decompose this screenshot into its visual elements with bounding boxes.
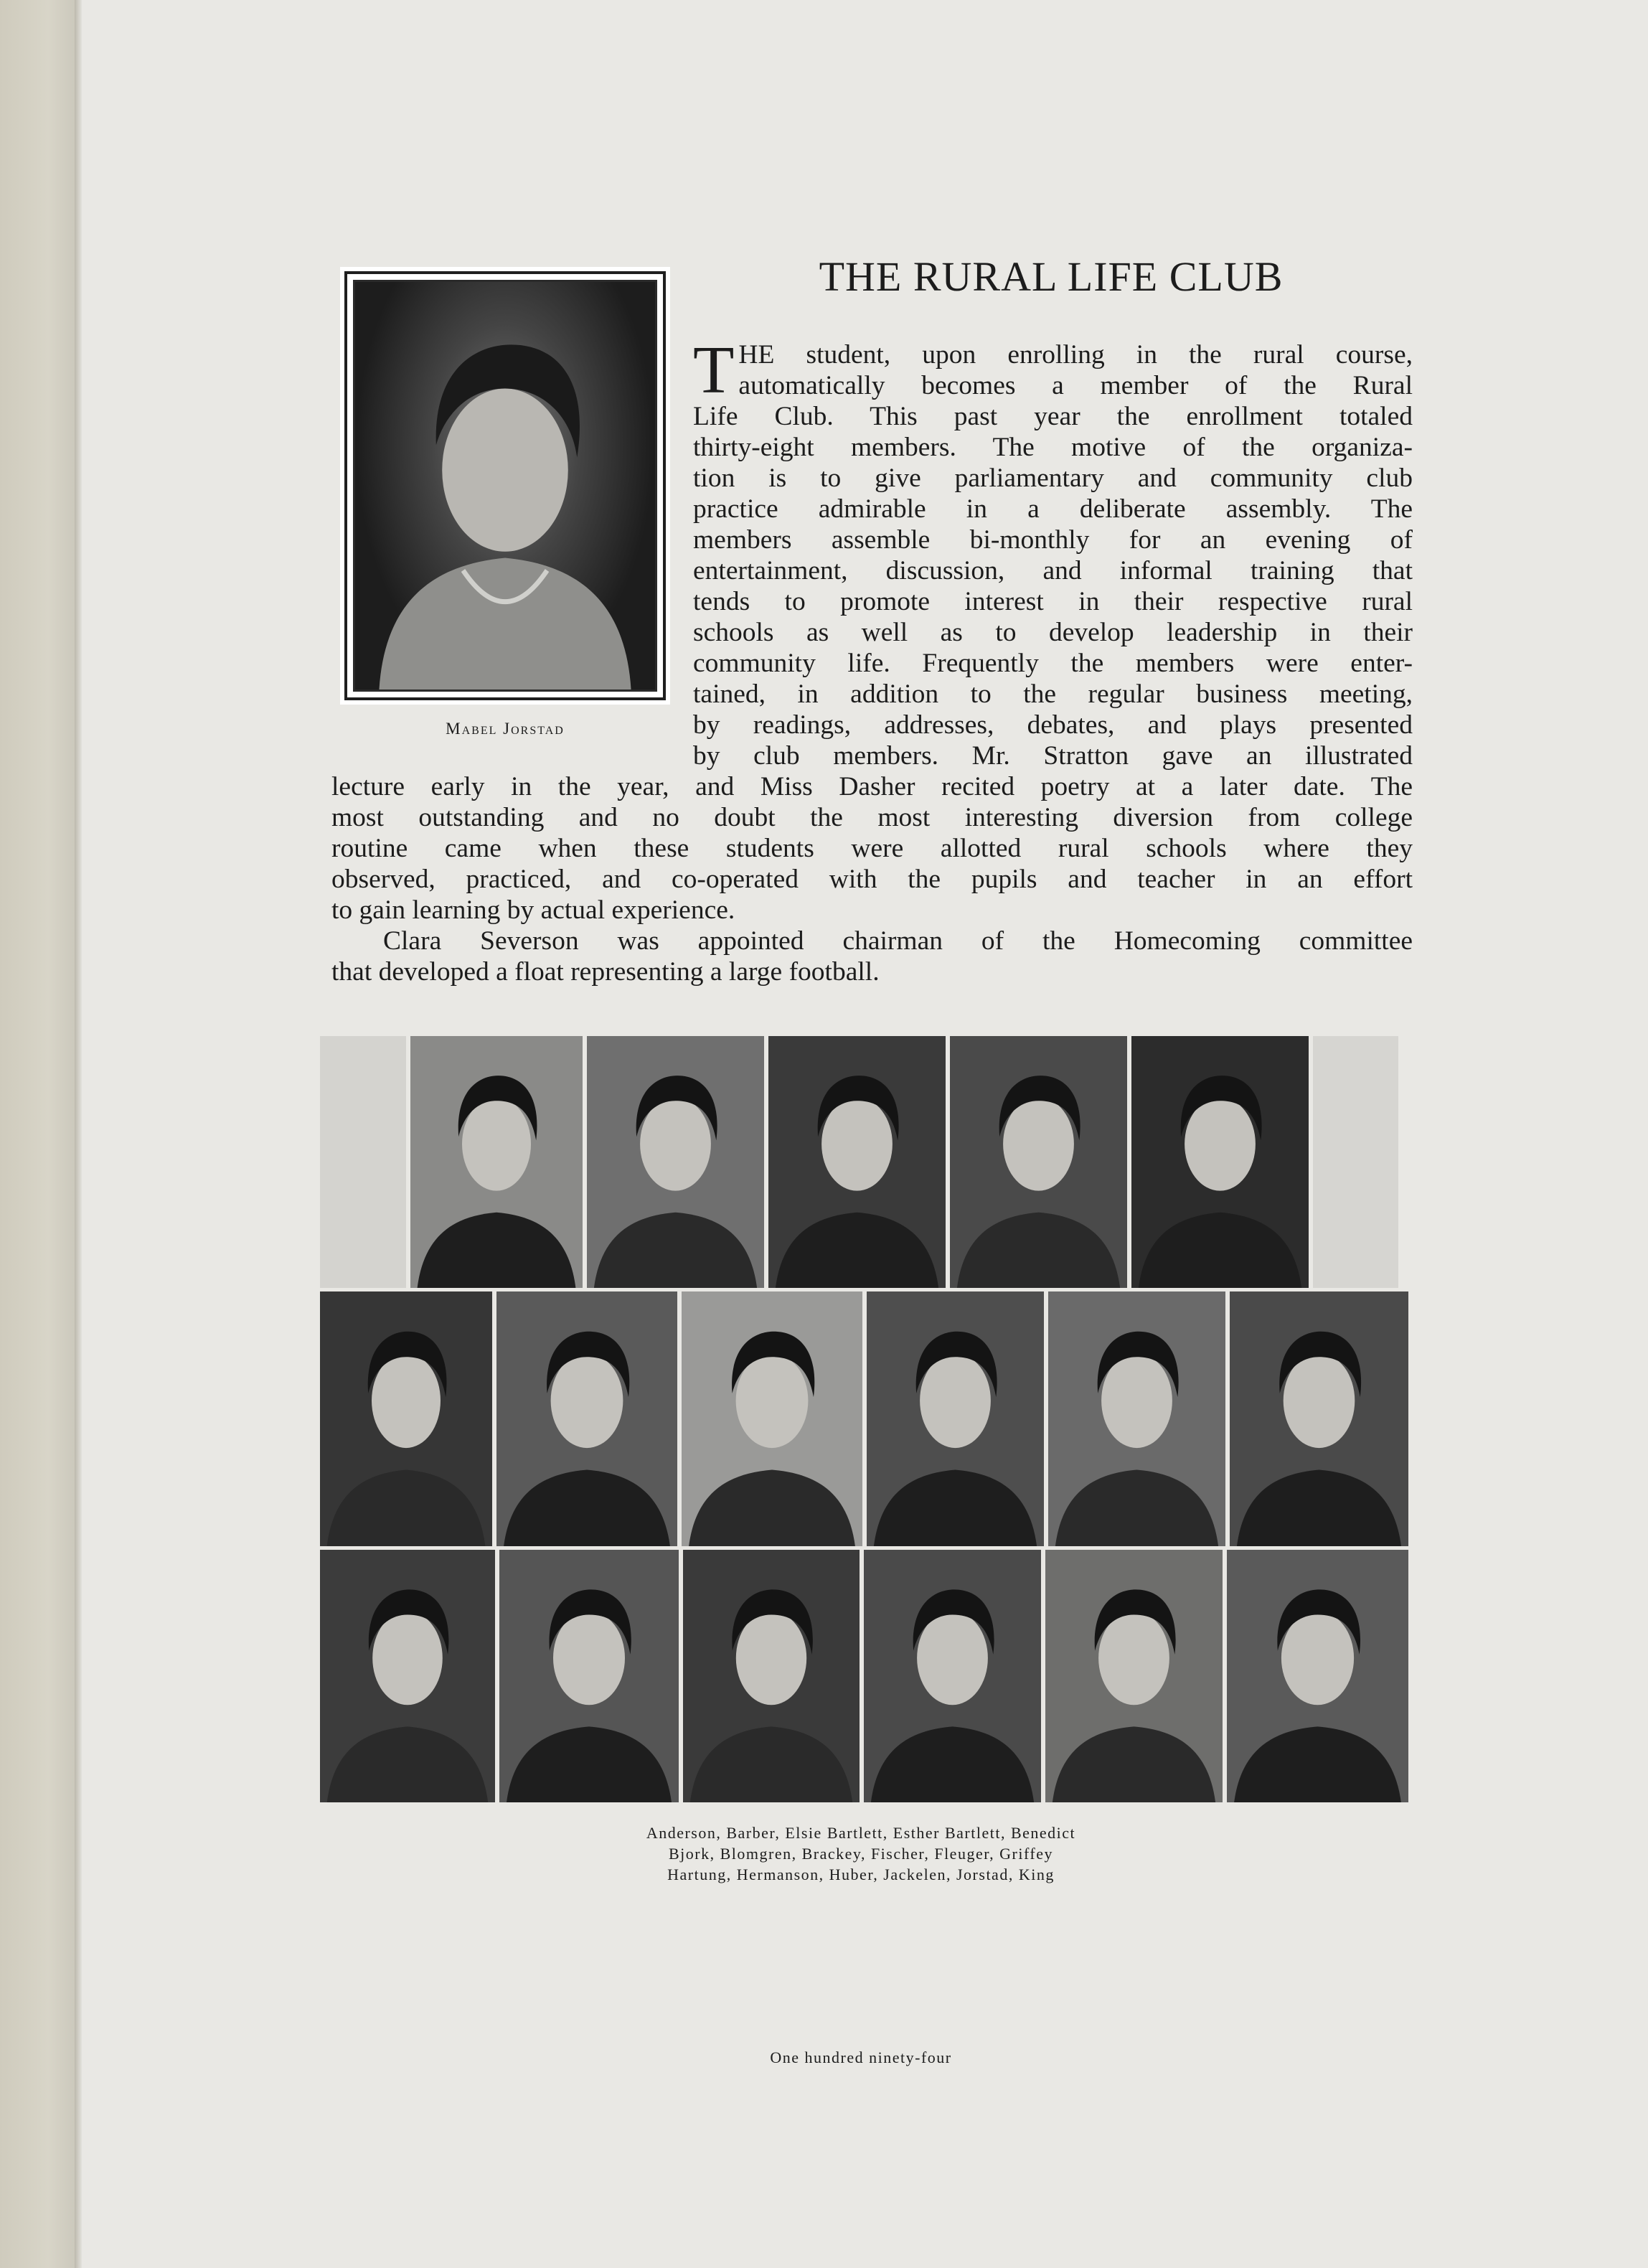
portrait-silhouette xyxy=(1045,1550,1223,1802)
silhouette-face xyxy=(551,1353,623,1448)
binding-edge xyxy=(75,0,82,2268)
silhouette-face xyxy=(920,1353,991,1448)
text-line: community life. Frequently the members were enter- xyxy=(693,649,1413,678)
text-line: members assemble bi-monthly for an evening of xyxy=(693,525,1413,555)
member-photo xyxy=(320,1550,495,1802)
member-photo xyxy=(496,1291,677,1546)
portrait-silhouette xyxy=(1227,1550,1408,1802)
portrait-figure xyxy=(355,282,655,690)
names-line: Bjork, Blomgren, Brackey, Fischer, Fleuger, Griffey xyxy=(668,1845,1054,1863)
text-line: tained, in addition to the regular business meeting, xyxy=(693,679,1413,709)
silhouette-face xyxy=(372,1353,441,1448)
portrait-silhouette xyxy=(1048,1291,1225,1546)
portrait-silhouette xyxy=(867,1291,1044,1546)
silhouette-shoulders xyxy=(874,1470,1037,1547)
member-photo xyxy=(410,1036,583,1288)
text-line: Life Club. This past year the enrollment totaled xyxy=(693,402,1413,431)
text-line: tends to promote interest in their respective rural xyxy=(693,587,1413,616)
silhouette-shoulders xyxy=(1237,1470,1401,1547)
member-photo xyxy=(683,1550,860,1802)
drop-cap: T xyxy=(693,333,735,408)
member-photo xyxy=(499,1550,679,1802)
silhouette-shoulders xyxy=(507,1726,672,1802)
member-photo xyxy=(1131,1036,1309,1288)
text-line: schools as well as to develop leadership in their xyxy=(693,618,1413,647)
member-photo xyxy=(320,1291,492,1546)
member-photo xyxy=(1227,1550,1408,1802)
member-names-caption xyxy=(502,1822,1220,1885)
member-photo xyxy=(768,1036,946,1288)
portrait-silhouette xyxy=(768,1036,946,1288)
text-line: routine came when these students were allotted rural schools where they xyxy=(331,834,1413,863)
member-photo xyxy=(867,1291,1044,1546)
text-line: entertainment, discussion, and informal training that xyxy=(693,556,1413,585)
member-photo xyxy=(1048,1291,1225,1546)
page-binding xyxy=(0,0,80,2268)
silhouette-shoulders xyxy=(871,1726,1034,1802)
portrait-silhouette xyxy=(587,1036,764,1288)
portrait-silhouette xyxy=(320,1291,492,1546)
member-photo xyxy=(1045,1550,1223,1802)
silhouette-face xyxy=(736,1611,806,1705)
text-line: most outstanding and no doubt the most interesting diversion from college xyxy=(331,803,1413,832)
portrait-silhouette xyxy=(1131,1036,1309,1288)
text-line: tion is to give parliamentary and community club xyxy=(693,464,1413,493)
member-photo xyxy=(682,1291,862,1546)
intro-paragraph xyxy=(693,333,1413,771)
silhouette-shoulders xyxy=(418,1213,576,1288)
silhouette-shoulders xyxy=(1053,1726,1215,1802)
portrait-silhouette xyxy=(496,1291,677,1546)
member-photo xyxy=(1230,1291,1408,1546)
member-photo xyxy=(864,1550,1041,1802)
text-line: to gain learning by actual experience. xyxy=(331,895,735,925)
silhouette-shoulders xyxy=(1055,1470,1218,1547)
silhouette-shoulders xyxy=(776,1213,938,1288)
silhouette-shoulders xyxy=(957,1213,1120,1288)
silhouette-face xyxy=(1098,1611,1169,1705)
photo-filler-right xyxy=(1313,1036,1398,1288)
names-line: Anderson, Barber, Elsie Bartlett, Esther Bartlett, Benedict xyxy=(646,1824,1076,1842)
portrait-silhouette xyxy=(950,1036,1127,1288)
member-photo-row-1 xyxy=(320,1036,1398,1288)
silhouette-shoulders xyxy=(1234,1726,1401,1802)
silhouette-face xyxy=(372,1611,443,1705)
silhouette-face xyxy=(462,1097,531,1190)
member-photo-row-2 xyxy=(320,1291,1408,1546)
silhouette-shoulders xyxy=(1139,1213,1301,1288)
advisor-caption: Mabel Jorstad xyxy=(446,720,565,738)
text-line: HE student, upon enrolling in the rural course, xyxy=(738,340,1413,370)
member-photo xyxy=(950,1036,1127,1288)
silhouette-face xyxy=(736,1353,809,1448)
names-line: Hartung, Hermanson, Huber, Jackelen, Jorstad, King xyxy=(667,1865,1055,1883)
silhouette-shoulders xyxy=(689,1470,855,1547)
silhouette-shoulders xyxy=(504,1470,670,1547)
silhouette-shoulders xyxy=(690,1726,852,1802)
intro-paragraph-continued xyxy=(331,771,1413,987)
silhouette-face xyxy=(1185,1097,1256,1190)
silhouette-shoulders xyxy=(594,1213,757,1288)
portrait-silhouette xyxy=(864,1550,1041,1802)
text-line: thirty-eight members. The motive of the organiza- xyxy=(693,433,1413,462)
silhouette-face xyxy=(553,1611,625,1705)
text-line: that developed a float representing a large football. xyxy=(331,957,880,987)
portrait-silhouette xyxy=(410,1036,583,1288)
silhouette-face xyxy=(1003,1097,1074,1190)
portrait-silhouette xyxy=(682,1291,862,1546)
text-line: by club members. Mr. Stratton gave an illustrated xyxy=(693,741,1413,771)
silhouette-shoulders xyxy=(327,1470,486,1547)
silhouette-face xyxy=(821,1097,893,1190)
silhouette-face xyxy=(1281,1611,1354,1705)
portrait-silhouette xyxy=(683,1550,860,1802)
text-line: lecture early in the year, and Miss Dasher recited poetry at a later date. The xyxy=(331,772,1413,801)
text-line: observed, practiced, and co-operated with the pupils and teacher in an effort xyxy=(331,865,1413,894)
silhouette-face xyxy=(1284,1353,1355,1448)
silhouette-face xyxy=(917,1611,988,1705)
silhouette-shoulders xyxy=(327,1726,488,1802)
photo-filler-left xyxy=(320,1036,406,1288)
text-line: by readings, addresses, debates, and plays presented xyxy=(693,710,1413,740)
portrait-photo xyxy=(353,280,657,692)
portrait-silhouette xyxy=(1230,1291,1408,1546)
page-title: THE RURAL LIFE CLUB xyxy=(819,253,1284,300)
silhouette-face xyxy=(1101,1353,1172,1448)
page-number: One hundred ninety-four xyxy=(770,2048,952,2066)
advisor-portrait xyxy=(340,267,670,705)
portrait-silhouette xyxy=(499,1550,679,1802)
member-photo xyxy=(587,1036,764,1288)
text-line: practice admirable in a deliberate assembly. The xyxy=(693,494,1413,524)
member-photo-row-3 xyxy=(320,1550,1408,1802)
text-line: automatically becomes a member of the Rural xyxy=(738,371,1413,400)
silhouette-face xyxy=(640,1097,711,1190)
text-line: Clara Severson was appointed chairman of the Homecoming committee xyxy=(383,926,1413,956)
portrait-silhouette xyxy=(320,1550,495,1802)
